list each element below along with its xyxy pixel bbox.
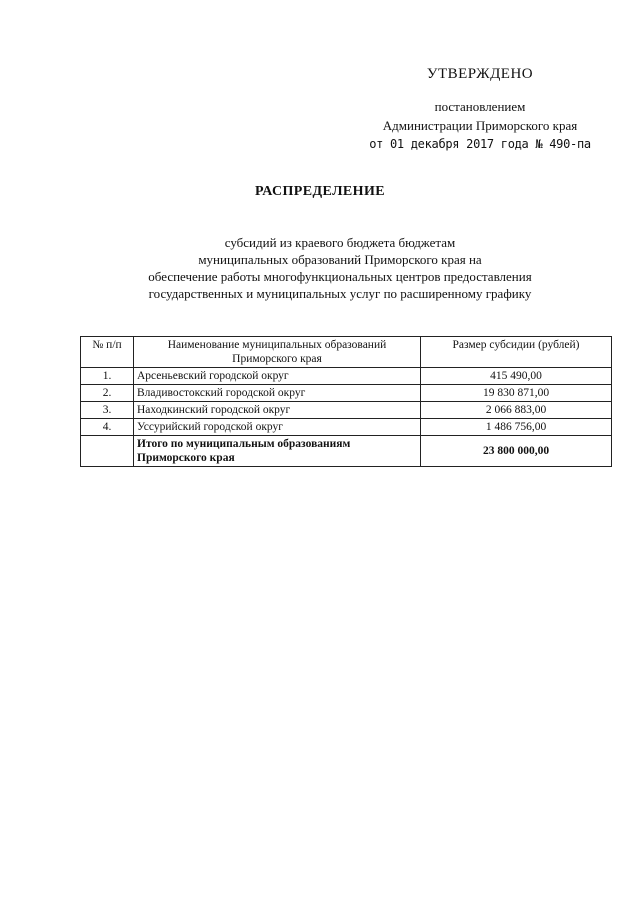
table-total-row [81,436,612,467]
total-number [81,436,134,467]
row-number: 3. [81,402,134,419]
row-amount: 2 066 883,00 [421,402,612,419]
subtitle-line: государственных и муниципальных услуг по расширенному графику [148,286,532,301]
approval-title: УТВЕРЖДЕНО [426,66,534,82]
row-municipality: Находкинский городской округ [134,402,421,419]
row-municipality: Уссурийский городской округ [134,419,421,436]
row-municipality: Арсеньевский городской округ [134,368,421,385]
row-number: 4. [81,419,134,436]
table-row [81,368,612,385]
table-row [81,385,612,402]
approval-stamp [360,66,600,154]
table-header-row [81,337,612,368]
row-amount: 1 486 756,00 [421,419,612,436]
row-number: 1. [81,368,134,385]
approval-line-administration: Администрации Приморского края [382,118,578,133]
row-municipality: Владивостокский городской округ [134,385,421,402]
document-title: РАСПРЕДЕЛЕНИЕ [255,184,385,199]
header-municipality: Наименование муниципальных образований Приморского края [134,337,421,368]
distribution-table [80,336,612,467]
header-number: № п/п [81,337,134,368]
table-row [81,419,612,436]
subtitle-line: субсидий из краевого бюджета бюджетам [224,235,456,250]
table-row [81,402,612,419]
total-amount: 23 800 000,00 [421,436,612,467]
subtitle-line: муниципальных образований Приморского края на [198,252,482,267]
subtitle-line: обеспечение работы многофункциональных центров предоставления [148,269,532,284]
approval-line-resolution: постановлением [434,99,526,114]
row-amount: 415 490,00 [421,368,612,385]
row-amount: 19 830 871,00 [421,385,612,402]
row-number: 2. [81,385,134,402]
total-label: Итого по муниципальным образованиям Приморского края [134,436,421,467]
document-subtitle [80,234,600,302]
approval-line-date-number: от 01 декабря 2017 года № 490-па [369,137,591,151]
header-subsidy-amount: Размер субсидии (рублей) [421,337,612,368]
